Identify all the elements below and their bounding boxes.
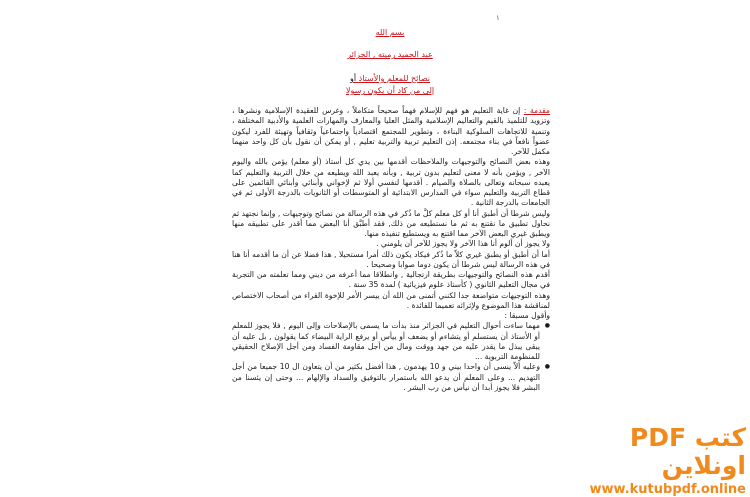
paragraph: وهذه التوجيهات متواضعة جدا لكنني أتمنى من الله أن ييسر الأمر للإخوة القراء من أصحاب الاختصاص لمناقشة هذا الموضوع ولإثرائه تعميما للفائدة . [232, 290, 550, 310]
watermark-title: كتب PDF اونلاين [629, 423, 746, 480]
paragraph: أقدم هذه النصائح والتوجيهات بطريقة ارتجالية , وانطلاقا مما أعرفه من ديني ومما تعلمته من التجربة في مجال التعليم الثانوي ( كأستاذ علوم فيزيائية ) لمدة 35 سنة . [232, 270, 550, 290]
paragraph-text: إن غاية التعليم هو فهم للإسلام فهماً صحيحاً متكاملاً ، وغرس للعقيدة الإسلامية ونشرها ، وتزويد للتلميذ بالقيم والتعاليم الإسلامية والمثل العليا والمعارف والمهارات العلمية والأدبية المختلفة ، وتنمية للاتجاهات السلوكية البناءة ، وتطوير للمجتمع اقتصادياً واجتماعياً وثقافياً وتهيئة للفرد ليكون عضواً نافعاً في بناء مجتمعه. إذن التعليم تربية والتربية تعليم , أو يمكن أن نقول بأن كل واحد منهما مكمل للآخر. [232, 106, 550, 156]
paragraph: ولا يجوز أن ألوم أنا هذا الآخر ولا يجوز للآخر أن يلومني . [376, 239, 550, 249]
bullet-item: ● وعليه ألاّ ينسى أن واحدا بيني و 10 يهدمون , هذا أفضل بكثير من أن يتعاون ال 10 جميعا من أجل التهديم ... وعلى المعلم أن يدعو الله باستمرار بالتوفيق والسداد والإلهام ... وحتى إن يئسنا من البشر فلا يجوز أبدا أن نيأس من رب البشر . [232, 362, 540, 393]
bullet-list [232, 321, 550, 393]
basmala: بسم الله [375, 28, 405, 37]
paragraph: أما أن أطبق أو يطبق غيري كلاّ ما ذُكر فيكاد يكون ذلك أمرا مستحيلا , هذا فضلا عن أن ما أقدمه أنا هنا في هذه الرسالة ليس شرطا أن يكون دوما صوابا وصحيحا . [232, 249, 550, 269]
paragraph: وهذه بعض النصائح والتوجيهات والملاحظات أقدمها بين يدي كل أستاذ (أو معلم) يؤمن بالله واليوم الآخر , ويؤمن بأنه لا معنى لتعليم بدون تربية , وبأنه يعبد الله ويطيعه من خلال التربية والتعليم كما يعبده سبحانه وتعالى بالصلاة والصيام . أقدمها لنفسي أولا ثم لإخواني وأبنائي وأبنائي القائمين على قطاع التربية والتعليم سواء في المدارس الابتدائية أو المتوسطات أو الثانويات بالدرجة الأولى ثم في الجامعات بالدرجة الثانية . [232, 157, 550, 208]
document-body [232, 106, 550, 393]
watermark-url: www.kutubpdf.online [589, 482, 746, 497]
title-main: نصائح للمعلم والأستاذ [358, 74, 431, 83]
page-number: ١ [496, 14, 500, 22]
author-line: عبد الحميد رميته , الجزائر [347, 50, 433, 59]
paragraph: وأقول مسبقا : [504, 311, 550, 320]
site-watermark [560, 424, 746, 497]
title-or: أو [349, 74, 357, 83]
title-line-1 [240, 74, 540, 84]
intro-paragraph [232, 106, 550, 157]
paragraph: وليس شرطا أن أطبق أنا أو كل معلم كلَّ ما ذُكر في هذه الرسالة من نصائح وتوجيهات , وإنما نجتهد ثم نحاول تطبيق ما نقتنع به ثم ما نستطيعه من ذلك, فقد أطبَّق أنا البعض مما أقدر على تطبيقه منها ويطبق غيري البعض الآخر مما اقتنع به ويستطيع تنفيذه منها. [232, 208, 550, 238]
title-line-2: إلى من كاد أن يكون رسولا [345, 86, 435, 95]
intro-label: مقدمة : [523, 106, 550, 115]
bullet-item: ● مهما ساءت أحوال التعليم في الجزائر منذ بدأت ما يسمى بالإصلاحات وإلى اليوم , فلا يجوز للمعلم أو الأستاذ أن يستسلم أو يتشاءم أو يضعف أو ييأس أو يرفع الراية البيضاء كما يقولون , بل عليه أن يبقى يبذل ما يقدر عليه من جهد ووقت ومال من أجل مقاومة الفساد ومن أجل الإصلاح الحقيقي للمنظومة التربوية ... [232, 321, 540, 362]
